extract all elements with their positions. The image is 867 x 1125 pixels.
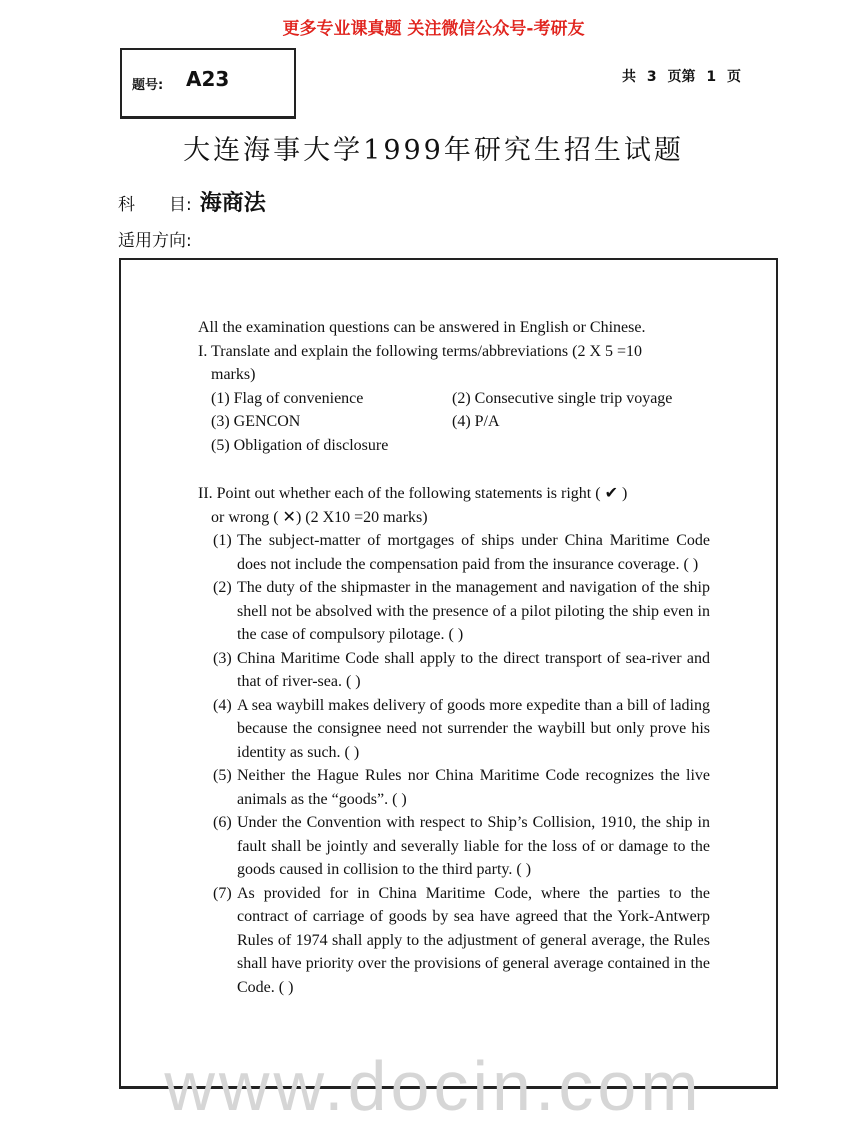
subject-value: 海商法 bbox=[199, 191, 266, 216]
part2-heading: II. Point out whether each of the following statements is right ( ✔ ) bbox=[198, 485, 628, 502]
term-item: (4) P/A bbox=[452, 413, 500, 430]
part1-heading-cont: marks) bbox=[211, 366, 256, 383]
item-number: (5) bbox=[213, 767, 232, 784]
statement-item bbox=[213, 529, 710, 576]
page-count: 共 3 页第 1 页 bbox=[622, 69, 741, 85]
statement-item bbox=[213, 811, 710, 882]
term-item: (5) Obligation of disclosure bbox=[211, 436, 389, 454]
item-text: The duty of the shipmaster in the management and navigation of the ship shell not be absolved with the presence of a pilot piloting the ship even in the case of compulsory pilotage. ( ) bbox=[237, 579, 710, 643]
part2-heading-cont: or wrong ( ✕) (2 X10 =20 marks) bbox=[211, 508, 428, 526]
term-item: (2) Consecutive single trip voyage bbox=[452, 389, 673, 407]
exam-title: 大连海事大学1999年研究生招生试题 bbox=[183, 135, 684, 166]
item-text: The subject-matter of mortgages of ships under China Maritime Code does not include the compensation paid from the insurance coverage. ( ) bbox=[237, 532, 710, 573]
statement-item bbox=[213, 764, 710, 811]
subject-label: 科 目: bbox=[118, 195, 192, 215]
item-text: Neither the Hague Rules nor China Maritime Code recognizes the live animals as the “goods”. ( ) bbox=[237, 767, 710, 808]
question-code-box bbox=[120, 48, 296, 119]
item-number: (7) bbox=[213, 884, 232, 902]
item-number: (6) bbox=[213, 814, 232, 831]
item-text: As provided for in China Maritime Code, where the parties to the contract of carriage of goods by sea have agreed that the York-Antwerp Rules of 1974 shall apply to the adjustment of general average, the Rules shall have priority over the provisions of general average contained in the Code. ( ) bbox=[237, 884, 710, 996]
code-value: A23 bbox=[186, 67, 230, 91]
watermark: www.docin.com bbox=[164, 1047, 703, 1125]
statement-item bbox=[213, 882, 710, 1000]
part1-heading: I. Translate and explain the following terms/abbreviations (2 X 5 =10 bbox=[198, 342, 643, 360]
item-number: (4) bbox=[213, 696, 232, 714]
term-item: (1) Flag of convenience bbox=[211, 389, 364, 407]
subject-line bbox=[118, 186, 266, 217]
item-number: (1) bbox=[213, 532, 232, 549]
question-content bbox=[198, 316, 718, 999]
direction-label: 适用方向: bbox=[118, 231, 192, 251]
code-label: 题号: bbox=[132, 78, 164, 93]
terms-list bbox=[211, 387, 718, 458]
item-text: China Maritime Code shall apply to the direct transport of sea-river and that of river-sea. ( ) bbox=[237, 649, 710, 690]
item-number: (2) bbox=[213, 579, 232, 596]
statement-item bbox=[213, 694, 710, 765]
question-frame bbox=[119, 258, 778, 1089]
term-item: (3) GENCON bbox=[211, 413, 301, 430]
item-number: (3) bbox=[213, 649, 232, 667]
statement-item bbox=[213, 647, 710, 694]
statement-item bbox=[213, 576, 710, 647]
promo-banner: 更多专业课真题 关注微信公众号-考研友 bbox=[282, 19, 585, 39]
item-text: A sea waybill makes delivery of goods more expedite than a bill of lading because the consignee need not surrender the waybill but only prove his identity as such. ( ) bbox=[237, 696, 710, 761]
item-text: Under the Convention with respect to Ship’s Collision, 1910, the ship in fault shall be jointly and severally liable for the loss of or damage to the goods caused in collision to the third party. ( ) bbox=[237, 814, 710, 878]
intro-text: All the examination questions can be answered in English or Chinese. bbox=[198, 319, 646, 336]
